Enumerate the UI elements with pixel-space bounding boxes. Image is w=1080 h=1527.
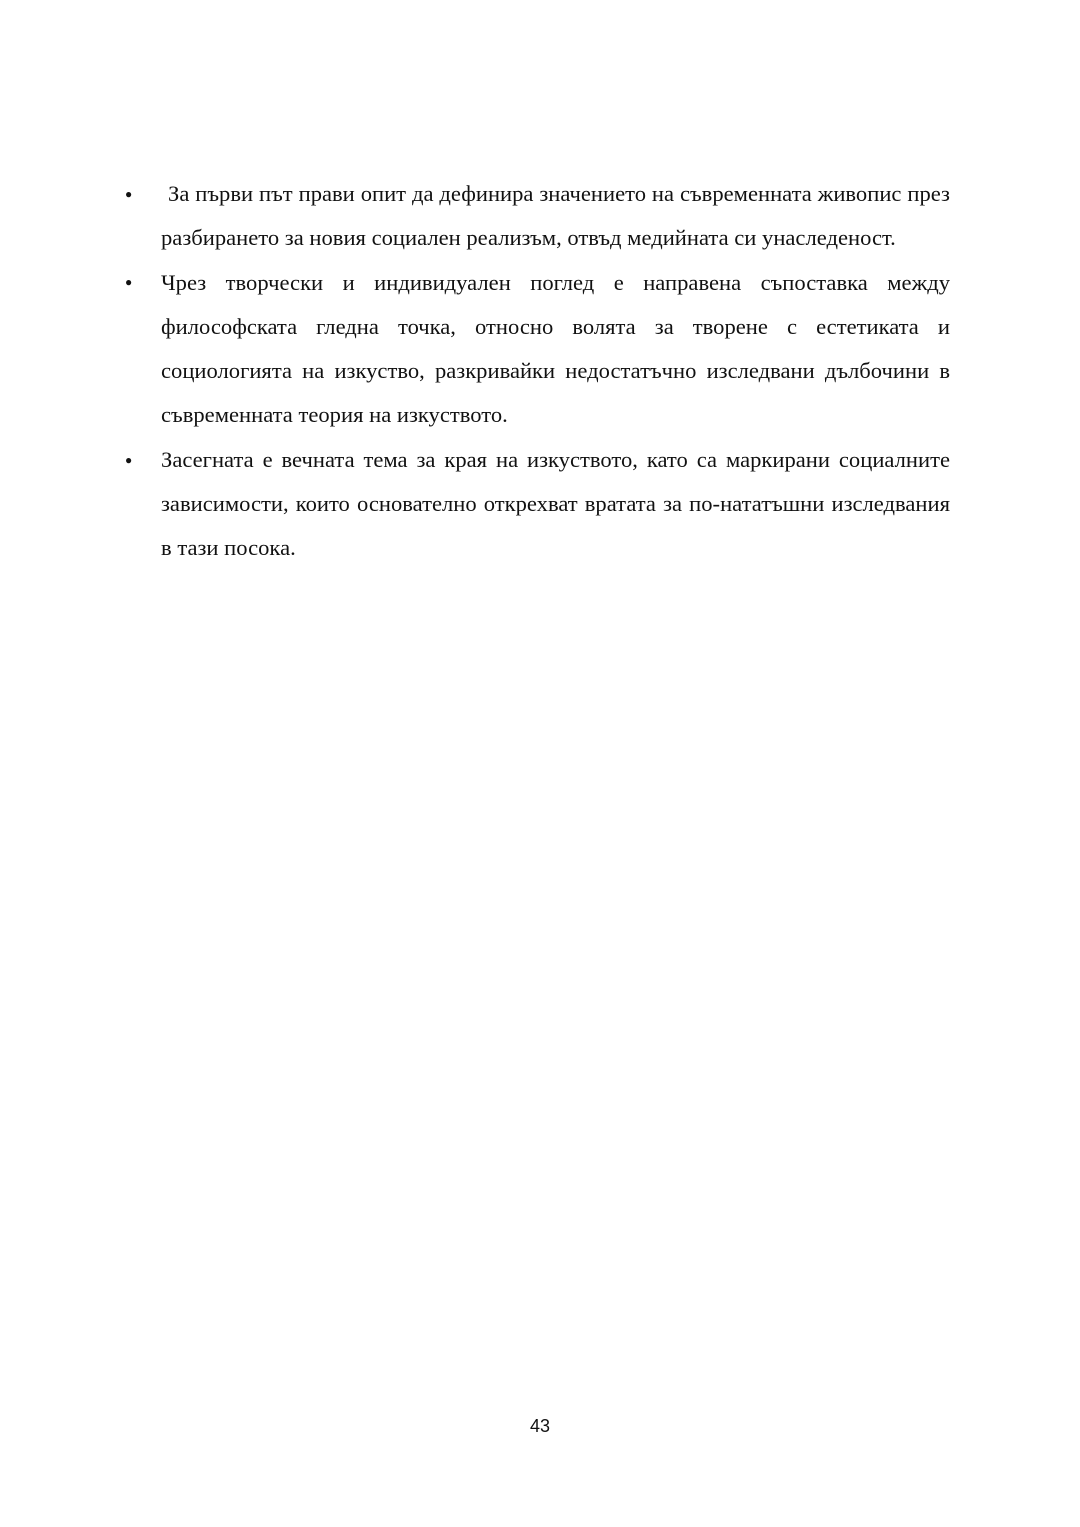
bullet-text: Засегната е вечната тема за края на изкуството, като са маркирани социалните зависимости, които основателно открехват вратата за по-нататъшни изследвания в тази посока. (161, 446, 950, 561)
bullet-item-1 (161, 172, 950, 261)
contributions-bullet-list (0, 172, 1080, 571)
bullet-item-3 (161, 438, 950, 571)
bullet-icon (125, 172, 132, 218)
bullet-text: Чрез творчески и индивидуален поглед е направена съпоставка между философската гледна точка, относно волята за творене с естетиката и социологията на изкуство, разкривайки недостатъчно изследвани дълбочини в съвременната теория на изкуството. (161, 269, 950, 428)
bullet-text: За първи път прави опит да дефинира значението на съвременната живопис през разбирането за новия социален реализъм, отвъд медийната си унаследеност. (161, 181, 950, 251)
bullet-icon (125, 261, 132, 307)
page-number: 43 (529, 1416, 551, 1436)
bullet-item-2 (161, 261, 950, 438)
bullet-icon (125, 438, 132, 484)
